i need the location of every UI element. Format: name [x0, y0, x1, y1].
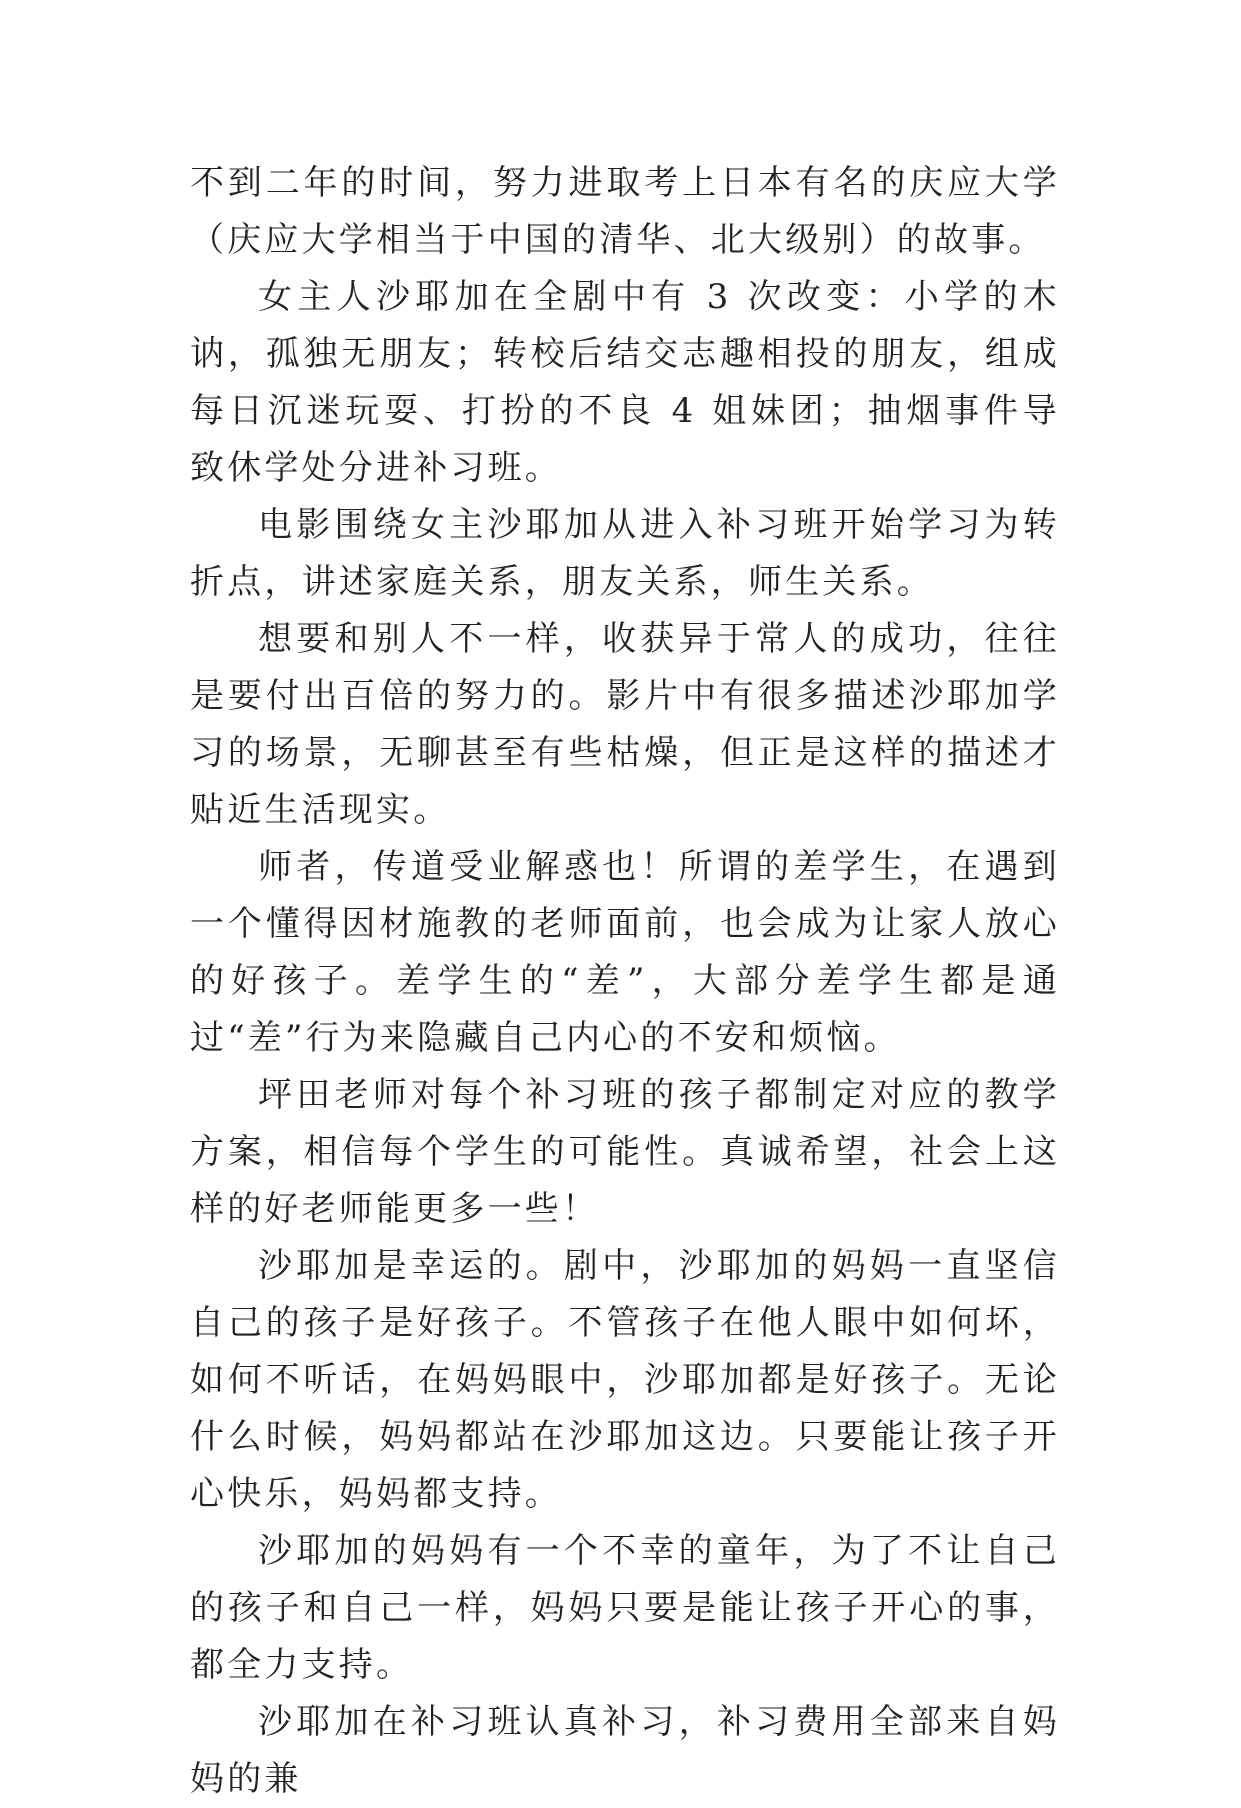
- paragraph: 师者，传道受业解惑也！所谓的差学生，在遇到一个懂得因材施教的老师面前，也会成为让家人放心的好孩子。差学生的“差”，大部分差学生都是通过“差”行为来隐藏自己内心的不安和烦恼。: [190, 847, 1060, 1058]
- document-body: [190, 155, 1060, 1808]
- paragraph: 电影围绕女主沙耶加从进入补习班开始学习为转折点，讲述家庭关系，朋友关系，师生关系。: [190, 505, 1060, 602]
- paragraph: 坪田老师对每个补习班的孩子都制定对应的教学方案，相信每个学生的可能性。真诚希望，社会上这样的好老师能更多一些！: [190, 1075, 1060, 1229]
- paragraph: 沙耶加是幸运的。剧中，沙耶加的妈妈一直坚信自己的孩子是好孩子。不管孩子在他人眼中如何坏，如何不听话，在妈妈眼中，沙耶加都是好孩子。无论什么时候，妈妈都站在沙耶加这边。只要能让孩子开心快乐，妈妈都支持。: [190, 1246, 1060, 1514]
- paragraph: 沙耶加的妈妈有一个不幸的童年，为了不让自己的孩子和自己一样，妈妈只要是能让孩子开心的事，都全力支持。: [190, 1531, 1060, 1685]
- paragraph: 不到二年的时间，努力进取考上日本有名的庆应大学（庆应大学相当于中国的清华、北大级别）的故事。: [190, 163, 1060, 260]
- paragraph: 沙耶加在补习班认真补习，补习费用全部来自妈妈的兼: [190, 1702, 1060, 1799]
- paragraph: 想要和别人不一样，收获异于常人的成功，往往是要付出百倍的努力的。影片中有很多描述沙耶加学习的场景，无聊甚至有些枯燥，但正是这样的描述才贴近生活现实。: [190, 619, 1060, 830]
- paragraph: 女主人沙耶加在全剧中有 3 次改变：小学的木讷，孤独无朋友；转校后结交志趣相投的朋友，组成每日沉迷玩耍、打扮的不良 4 姐妹团；抽烟事件导致休学处分进补习班。: [190, 277, 1060, 488]
